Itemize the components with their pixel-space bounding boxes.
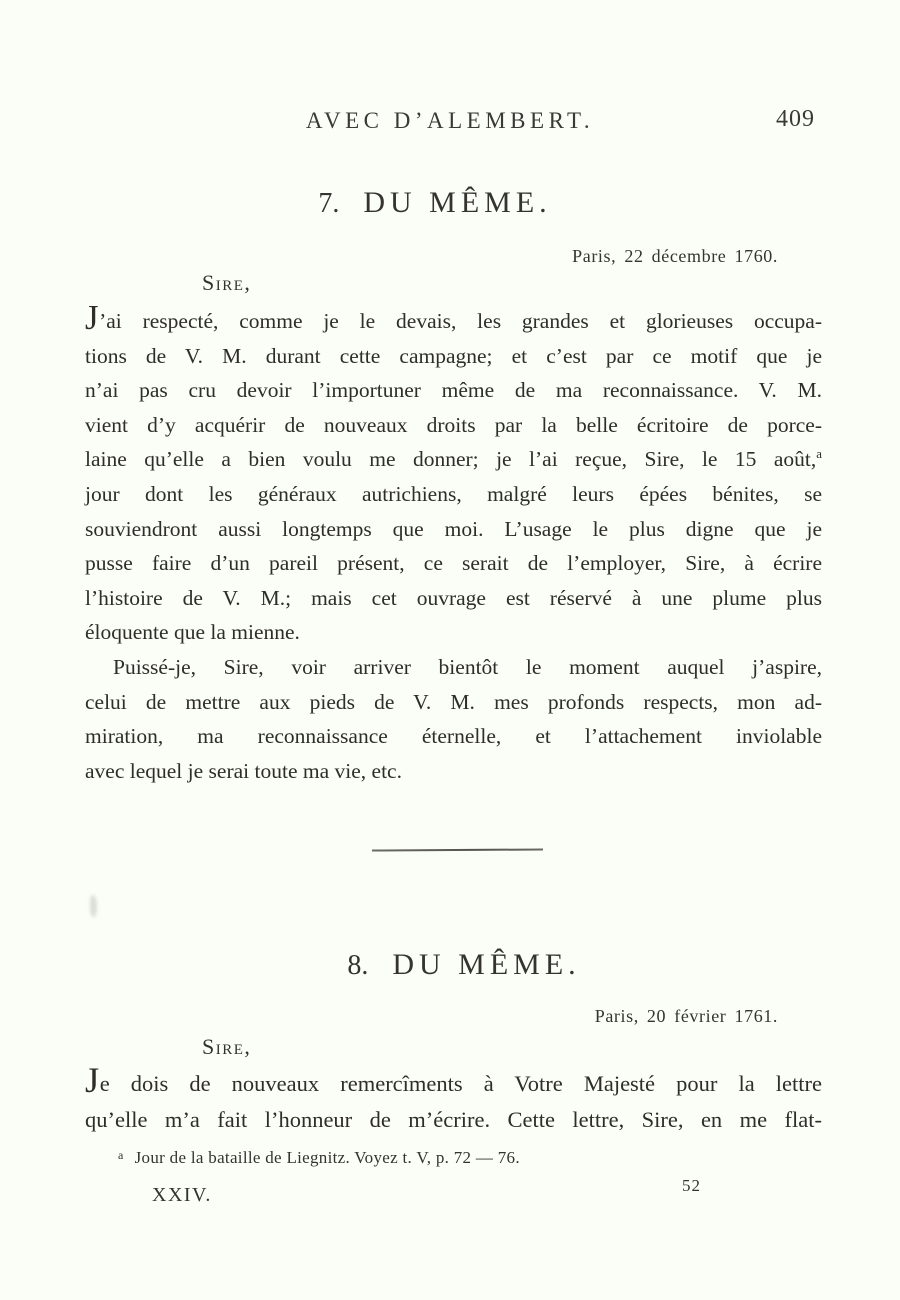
drop-initial: J bbox=[85, 1060, 100, 1100]
body-line: n’ai pas cru devoir l’importuner même de ma reconnaissance. V. M. bbox=[85, 378, 822, 403]
footnote-ref: a bbox=[816, 447, 822, 462]
footer-signature: XXIV. bbox=[152, 1184, 212, 1206]
body-line: miration, ma reconnaissance éternelle, et l’attachement inviolable bbox=[85, 724, 822, 749]
letter-7-heading bbox=[0, 186, 885, 220]
ink-smudge bbox=[90, 895, 97, 917]
letter-8-title: DU MÊME. bbox=[392, 948, 581, 981]
letter-8-salutation: Sire, bbox=[202, 1034, 252, 1059]
running-header: AVEC D’ALEMBERT. bbox=[305, 108, 595, 133]
letter-7-salutation: Sire, bbox=[202, 270, 252, 295]
letter-7-dateline: Paris, 22 décembre 1760. bbox=[572, 246, 778, 266]
body-line bbox=[85, 298, 822, 339]
body-line-text: ’ai respecté, comme je le devais, les grandes et glorieuses occupa- bbox=[99, 309, 822, 333]
footnote bbox=[118, 1148, 520, 1168]
body-line-text: laine qu’elle a bien voulu me donner; je l’ai reçue, Sire, le 15 août, bbox=[85, 447, 817, 472]
drop-initial: J bbox=[85, 298, 100, 337]
letter-7-body bbox=[85, 298, 822, 788]
letter-8-heading bbox=[14, 948, 900, 982]
body-line bbox=[85, 442, 822, 477]
body-line: qu’elle m’a fait l’honneur de m’écrire. Cette lettre, Sire, en me flat- bbox=[85, 1107, 822, 1132]
page-number: 409 bbox=[776, 106, 815, 132]
body-line: pusse faire d’un pareil présent, ce serait de l’employer, Sire, à écrire bbox=[85, 551, 822, 576]
letter-8-number: 8. bbox=[347, 950, 369, 981]
body-line: tions de V. M. durant cette campagne; et c’est par ce motif que je bbox=[85, 343, 822, 368]
body-line bbox=[85, 1060, 822, 1102]
letter-8-body bbox=[85, 1060, 822, 1138]
footnote-marker: a bbox=[118, 1148, 124, 1162]
body-line-text: e dois de nouveaux remercîments à Votre Majesté pour la lettre bbox=[99, 1071, 822, 1096]
body-line: celui de mettre aux pieds de V. M. mes profonds respects, mon ad- bbox=[85, 689, 822, 714]
body-line: vient d’y acquérir de nouveaux droits par la belle écritoire de porce- bbox=[85, 412, 822, 437]
body-line: jour dont les généraux autrichiens, malgré leurs épées bénites, se bbox=[85, 481, 822, 506]
body-line: avec lequel je serai toute ma vie, etc. bbox=[85, 758, 402, 783]
footnote-text: Jour de la bataille de Liegnitz. Voyez t. V, p. 72 — 76. bbox=[134, 1148, 520, 1167]
body-line: éloquente que la mienne. bbox=[85, 620, 300, 645]
letter-8-dateline: Paris, 20 février 1761. bbox=[594, 1006, 778, 1026]
section-divider bbox=[372, 848, 543, 851]
letter-7-title: DU MÊME. bbox=[363, 186, 552, 219]
letter-7-number: 7. bbox=[318, 188, 340, 219]
footer-sheet-number: 52 bbox=[682, 1176, 701, 1195]
body-line: l’histoire de V. M.; mais cet ouvrage est réservé à une plume plus bbox=[85, 585, 822, 610]
body-line: Puissé-je, Sire, voir arriver bientôt le moment auquel j’aspire, bbox=[113, 654, 822, 679]
body-line: souviendront aussi longtemps que moi. L’usage le plus digne que je bbox=[85, 516, 822, 541]
